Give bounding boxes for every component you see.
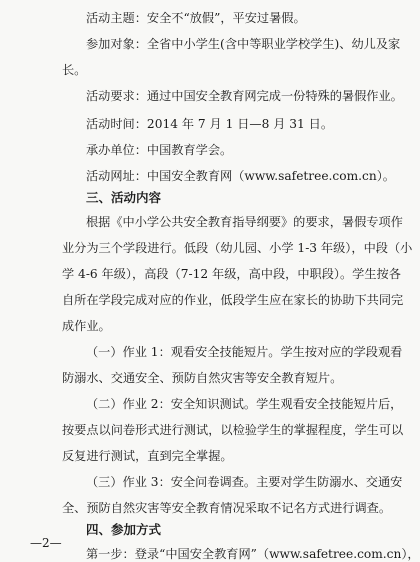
activity-website-line: 活动网址：中国安全教育网（www.safetree.com.cn）。 <box>86 169 395 183</box>
organizer-line: 承办单位：中国教育学会。 <box>86 143 233 157</box>
content-paragraph-line: 业分为三个学段进行。低段（幼儿园、小学 1-3 年级），中段（小 <box>62 241 413 255</box>
assignment-3-line: （三）作业 3：安全问卷调查。主要对学生防溺水、交通安 <box>86 475 403 489</box>
assignment-2-line: 按要点以问卷形式进行测试，以检验学生的掌握程度，学生可以 <box>62 423 404 437</box>
activity-theme-line: 活动主题：安全不“放假”，平安过暑假。 <box>86 11 306 25</box>
content-paragraph-line: 成作业。 <box>62 319 111 333</box>
content-paragraph-line: 学 4-6 年级），高段（7-12 年级，高中段，中职段）。学生按各 <box>62 267 401 281</box>
assignment-3-line: 全、预防自然灾害等安全教育情况采取不记名方式进行调查。 <box>62 501 392 515</box>
content-paragraph-line: 根据《中小学公共安全教育指导纲要》的要求，暑假专项作 <box>86 215 403 229</box>
section-heading-participation: 四、参加方式 <box>86 522 162 537</box>
assignment-1-line: （一）作业 1：观看安全技能短片。学生按对应的学段观看 <box>86 345 403 359</box>
assignment-2-line: 反复进行测试，直到完全掌握。 <box>62 449 233 463</box>
activity-time-line: 活动时间：2014 年 7 月 1 日—8 月 31 日。 <box>86 117 334 131</box>
assignment-2-line: （二）作业 2：安全知识测试。学生观看安全技能短片后， <box>86 397 403 411</box>
participation-step-line: 第一步：登录“中国安全教育网”（www.safetree.com.cn）， <box>86 547 420 561</box>
page-number: —2— <box>30 536 62 550</box>
participants-line: 参加对象：全省中小学生(含中等职业学校学生)、幼儿及家 <box>86 37 401 51</box>
content-paragraph-line: 自所在学段完成对应的作业，低段学生应在家长的协助下共同完 <box>62 293 404 307</box>
assignment-1-line: 防溺水、交通安全、预防自然灾害等安全教育短片。 <box>62 371 343 385</box>
participants-line-cont: 长。 <box>62 63 87 77</box>
activity-requirement-line: 活动要求：通过中国安全教育网完成一份特殊的暑假作业。 <box>86 89 403 103</box>
section-heading-activity-content: 三、活动内容 <box>86 190 162 205</box>
